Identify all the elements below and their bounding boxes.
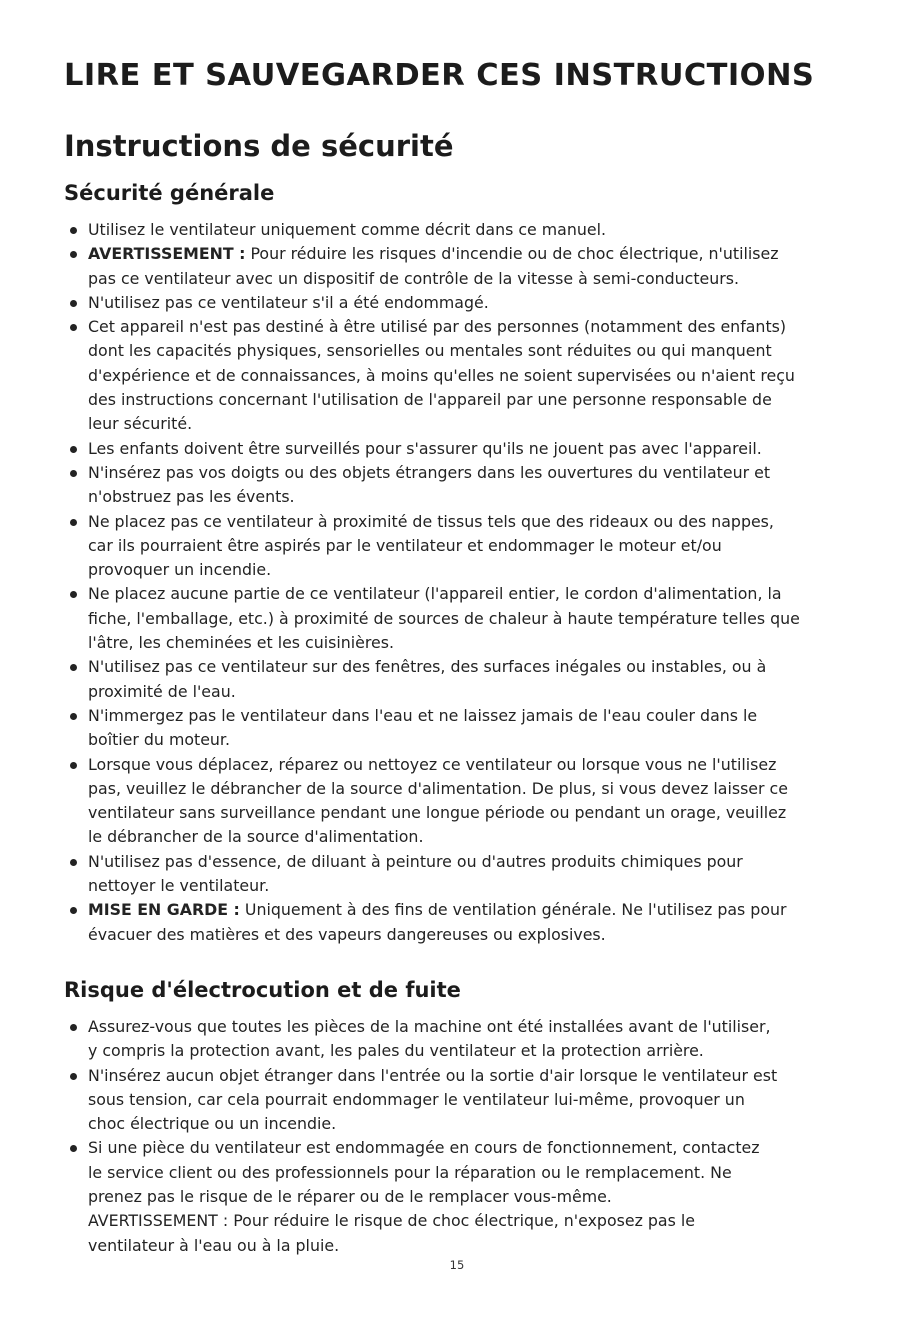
text-line <box>88 1185 864 1209</box>
line-text: d'expérience et de connaissances, à moins qu'elles ne soient supervisées ou n'aient reçu <box>88 365 795 385</box>
main-title: LIRE ET SAUVEGARDER CES INSTRUCTIONS <box>64 58 815 93</box>
line-text: boîtier du moteur. <box>88 730 231 750</box>
bullet-icon <box>70 591 77 598</box>
bullet-icon <box>70 446 77 453</box>
line-text: N'immergez pas le ventilateur dans l'eau et ne laissez jamais de l'eau couler dans le <box>88 705 758 725</box>
text-line <box>88 267 864 291</box>
list-item <box>64 510 864 583</box>
warning-label: MISE EN GARDE : <box>88 900 240 920</box>
text-line <box>88 461 864 485</box>
bullet-icon <box>70 762 77 769</box>
line-text: Si une pièce du ventilateur est endommagée en cours de fonctionnement, contactez <box>88 1138 760 1158</box>
line-text: Lorsque vous déplacez, réparez ou nettoyez ce ventilateur ou lorsque vous ne l'utilisez <box>88 754 777 774</box>
text-line <box>88 510 864 534</box>
bullet-icon <box>70 300 77 307</box>
line-text: Les enfants doivent être surveillés pour s'assurer qu'ils ne jouent pas avec l'appareil. <box>88 438 762 458</box>
text-line <box>88 923 864 947</box>
line-text: Cet appareil n'est pas destiné à être utilisé par des personnes (notamment des enfants) <box>88 317 787 337</box>
line-text: choc électrique ou un incendie. <box>88 1114 337 1134</box>
list-item <box>64 1015 864 1064</box>
text-line <box>88 898 864 922</box>
list-item <box>64 461 864 510</box>
list-item <box>64 291 864 315</box>
line-text: AVERTISSEMENT : Pour réduire le risque de choc électrique, n'exposez pas le <box>88 1211 695 1231</box>
text-line <box>88 412 864 436</box>
general-safety-list <box>64 218 864 947</box>
line-text: y compris la protection avant, les pales du ventilateur et la protection arrière. <box>88 1041 704 1061</box>
page-number: 15 <box>449 1258 465 1272</box>
text-line <box>88 1161 864 1185</box>
text-line <box>88 339 864 363</box>
list-item <box>64 315 864 436</box>
line-text: N'insérez pas vos doigts ou des objets étrangers dans les ouvertures du ventilateur et <box>88 462 771 482</box>
electrocution-title: Risque d'électrocution et de fuite <box>64 977 461 1002</box>
line-text: pas ce ventilateur avec un dispositif de contrôle de la vitesse à semi-conducteurs. <box>88 268 740 288</box>
warning-label: AVERTISSEMENT : <box>88 244 246 264</box>
line-text: N'utilisez pas ce ventilateur sur des fenêtres, des surfaces inégales ou instables, ou à <box>88 657 767 677</box>
line-text: fiche, l'emballage, etc.) à proximité de sources de chaleur à haute température telles que <box>88 608 800 628</box>
line-text: évacuer des matières et des vapeurs dangereuses ou explosives. <box>88 924 606 944</box>
bullet-icon <box>70 519 77 526</box>
text-line <box>88 850 864 874</box>
text-line <box>88 728 864 752</box>
text-line <box>88 753 864 777</box>
line-text: proximité de l'eau. <box>88 681 236 701</box>
text-line <box>88 607 864 631</box>
text-line <box>88 534 864 558</box>
bullet-icon <box>70 251 77 258</box>
text-line <box>88 582 864 606</box>
line-text: des instructions concernant l'utilisation de l'appareil par une personne responsable de <box>88 390 772 410</box>
list-item <box>64 1136 864 1257</box>
text-line <box>88 1136 864 1160</box>
text-line <box>88 485 864 509</box>
bullet-icon <box>70 470 77 477</box>
text-line <box>88 364 864 388</box>
line-text: ventilateur sans surveillance pendant une longue période ou pendant un orage, veuillez <box>88 803 787 823</box>
general-safety-title: Sécurité générale <box>64 181 275 205</box>
line-text: car ils pourraient être aspirés par le ventilateur et endommager le moteur et/ou <box>88 535 722 555</box>
text-line <box>88 655 864 679</box>
bullet-icon <box>70 664 77 671</box>
bullet-icon <box>70 1145 77 1152</box>
bullet-icon <box>70 1073 77 1080</box>
bullet-icon <box>70 713 77 720</box>
line-text: pas, veuillez le débrancher de la source d'alimentation. De plus, si vous devez laisser ce <box>88 778 788 798</box>
line-text: N'insérez aucun objet étranger dans l'entrée ou la sortie d'air lorsque le ventilateur est <box>88 1065 778 1085</box>
text-line <box>88 777 864 801</box>
text-line <box>88 388 864 412</box>
text-line <box>88 1209 864 1233</box>
list-item <box>64 850 864 899</box>
bullet-icon <box>70 907 77 914</box>
text-line <box>88 1112 864 1136</box>
line-text: le service client ou des professionnels pour la réparation ou le remplacement. Ne <box>88 1162 732 1182</box>
bullet-icon <box>70 227 77 234</box>
line-text: le débrancher de la source d'alimentation. <box>88 827 424 847</box>
text-line <box>88 631 864 655</box>
line-text: ventilateur à l'eau ou à la pluie. <box>88 1235 340 1255</box>
text-line <box>88 558 864 582</box>
list-item <box>64 655 864 704</box>
text-line <box>88 315 864 339</box>
line-text: Uniquement à des fins de ventilation générale. Ne l'utilisez pas pour <box>239 900 787 920</box>
list-item <box>64 753 864 850</box>
line-text: Ne placez pas ce ventilateur à proximité de tissus tels que des rideaux ou des nappes, <box>88 511 774 531</box>
electrocution-list <box>64 1015 864 1258</box>
text-line <box>88 704 864 728</box>
list-item <box>64 242 864 291</box>
bullet-icon <box>70 1024 77 1031</box>
text-line <box>88 218 864 242</box>
line-text: provoquer un incendie. <box>88 560 272 580</box>
text-line <box>88 242 864 266</box>
list-item <box>64 582 864 655</box>
line-text: dont les capacités physiques, sensorielles ou mentales sont réduites ou qui manquent <box>88 341 772 361</box>
text-line <box>88 291 864 315</box>
list-item <box>64 218 864 242</box>
line-text: sous tension, car cela pourrait endommager le ventilateur lui-même, provoquer un <box>88 1089 745 1109</box>
line-text: prenez pas le risque de le réparer ou de le remplacer vous-même. <box>88 1186 612 1206</box>
line-text: N'utilisez pas d'essence, de diluant à peinture ou d'autres produits chimiques pour <box>88 851 743 871</box>
line-text: Utilisez le ventilateur uniquement comme décrit dans ce manuel. <box>88 220 607 239</box>
line-text: Assurez-vous que toutes les pièces de la machine ont été installées avant de l'utiliser, <box>88 1016 771 1036</box>
list-item <box>64 437 864 461</box>
bullet-icon <box>70 859 77 866</box>
list-item <box>64 898 864 947</box>
text-line <box>88 1088 864 1112</box>
line-text: Pour réduire les risques d'incendie ou de choc électrique, n'utilisez <box>245 244 779 264</box>
section-title: Instructions de sécurité <box>64 129 454 163</box>
list-item <box>64 704 864 753</box>
line-text: N'utilisez pas ce ventilateur s'il a été endommagé. <box>88 292 489 312</box>
text-line <box>88 1234 864 1258</box>
text-line <box>88 1015 864 1039</box>
text-line <box>88 825 864 849</box>
list-item <box>64 1064 864 1137</box>
line-text: leur sécurité. <box>88 414 193 434</box>
line-text: nettoyer le ventilateur. <box>88 876 270 896</box>
text-line <box>88 437 864 461</box>
bullet-icon <box>70 324 77 331</box>
text-line <box>88 680 864 704</box>
line-text: Ne placez aucune partie de ce ventilateur (l'appareil entier, le cordon d'alimentation, la <box>88 584 782 604</box>
text-line <box>88 801 864 825</box>
line-text: l'âtre, les cheminées et les cuisinières. <box>88 633 395 653</box>
text-line <box>88 1039 864 1063</box>
text-line <box>88 874 864 898</box>
line-text: n'obstruez pas les évents. <box>88 487 295 507</box>
page-content <box>64 56 864 1258</box>
text-line <box>88 1064 864 1088</box>
